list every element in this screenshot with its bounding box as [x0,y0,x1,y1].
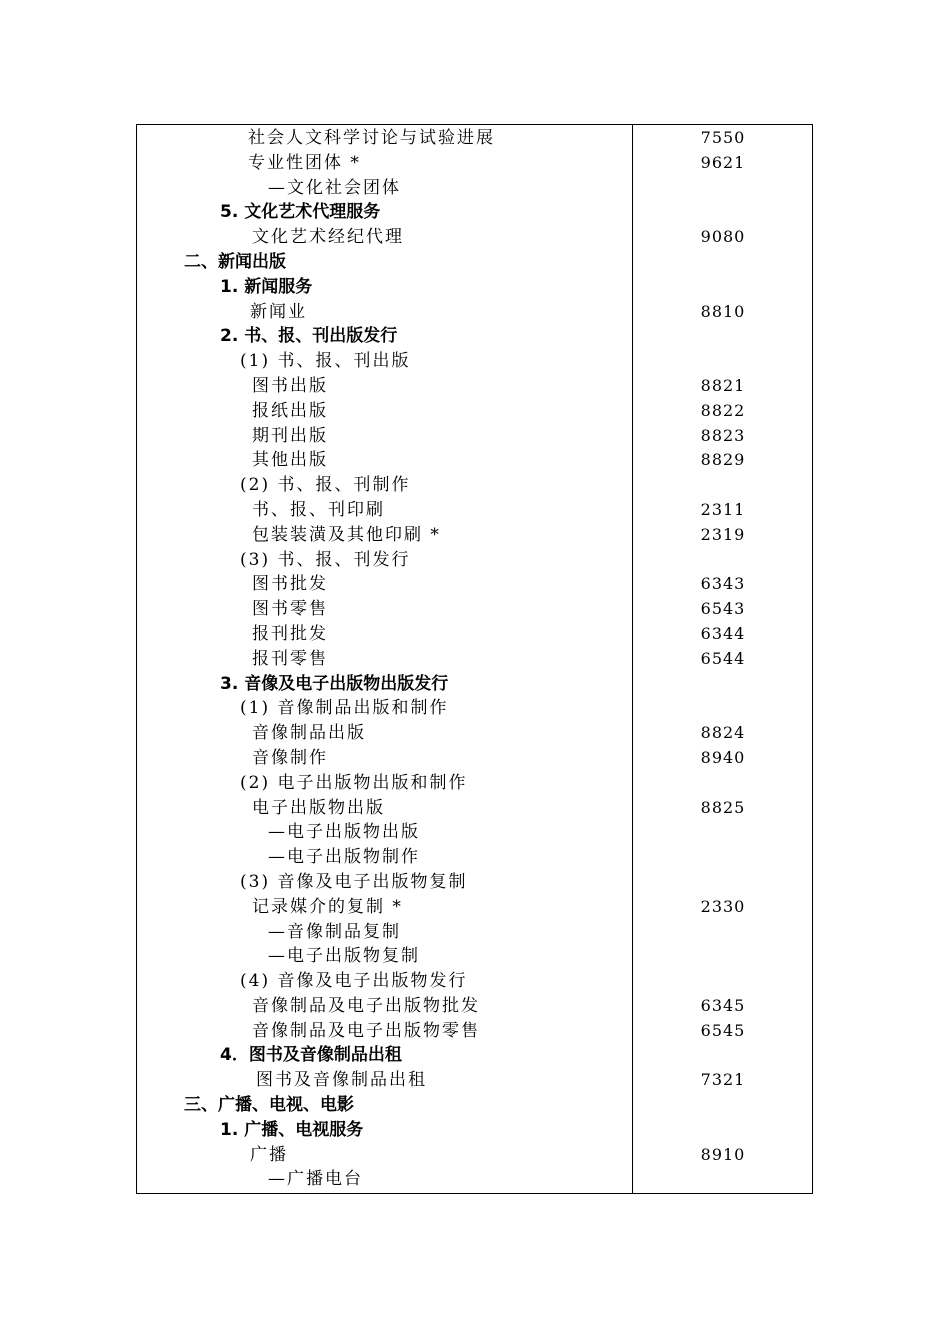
table-row [136,845,813,870]
table-row [136,944,813,969]
table-row [136,300,813,325]
item-label: 书、报、刊印刷 [252,499,385,520]
item-label: 电子出版物出版 [252,797,385,818]
section-heading: 4．图书及音像制品出租 [220,1045,402,1066]
item-label: 报纸出版 [252,400,328,421]
table-row [136,324,813,349]
table-row [136,796,813,821]
table-row [136,1167,813,1192]
table-row [136,374,813,399]
item-label: 报刊批发 [252,623,328,644]
item-label: 社会人文科学讨论与试验进展 [248,128,495,148]
table-row [136,597,813,622]
section-heading: 三、广播、电视、电影 [184,1095,354,1116]
table-row [136,622,813,647]
item-code: 7550 [700,128,746,147]
item-code: 8822 [700,400,746,420]
item-label: (3) 书、报、刊发行 [240,549,411,570]
table-row [136,672,813,697]
item-label: 广播 [250,1144,288,1165]
table-row [136,548,813,573]
item-label: —音像制品复制 [268,921,401,942]
item-code: 2330 [700,896,746,916]
item-label: —电子出版物复制 [268,946,420,967]
item-code: 8823 [700,425,746,445]
table-row [136,176,813,201]
item-code: 6345 [700,995,746,1015]
item-code: 6543 [700,599,746,619]
section-heading: 3. 音像及电子出版物出版发行 [220,673,449,694]
item-label: 新闻业 [250,301,307,322]
table-row [136,1068,813,1093]
item-label: —电子出版物制作 [268,847,420,868]
table-row [136,994,813,1019]
table-row [136,1143,813,1168]
item-code: 2319 [700,524,746,544]
item-code: 7321 [700,1070,746,1090]
item-label: (2) 电子出版物出版和制作 [240,772,468,793]
item-label: —广播电台 [268,1169,363,1190]
item-label: 音像制作 [252,747,328,768]
item-label: 期刊出版 [252,425,328,446]
table-row [136,771,813,796]
table-row [136,721,813,746]
item-code: 8825 [700,797,746,817]
item-label: 文化艺术经纪代理 [252,227,404,248]
item-label: 图书及音像制品出租 [256,1070,427,1091]
table-row [136,1093,813,1118]
table-row [136,870,813,895]
item-code: 8940 [700,747,746,767]
classification-table [136,126,813,1192]
item-label: —电子出版物出版 [268,822,420,843]
table-row [136,969,813,994]
item-label: 包装装潢及其他印刷 * [252,524,441,545]
table-row [136,746,813,771]
item-label: (1) 书、报、刊出版 [240,351,411,372]
item-label: 专业性团体 * [248,152,361,173]
item-code: 8821 [700,375,746,395]
table-row [136,424,813,449]
item-label: (2) 书、报、刊制作 [240,475,411,496]
table-row [136,225,813,250]
item-label: 音像制品及电子出版物批发 [252,995,480,1016]
table-row [136,572,813,597]
table-row [136,151,813,176]
item-label: 图书出版 [252,375,328,396]
table-row [136,399,813,424]
table-row [136,498,813,523]
table-row [136,647,813,672]
section-heading: 1. 广播、电视服务 [220,1119,364,1140]
table-row [136,820,813,845]
table-row [136,1019,813,1044]
section-heading: 5. 文化艺术代理服务 [220,202,381,223]
item-label: 其他出版 [252,450,328,471]
item-label: 音像制品出版 [252,723,366,744]
item-code: 9080 [700,227,746,247]
table-row [136,473,813,498]
item-label: (1) 音像制品出版和制作 [240,698,449,719]
item-label: (4) 音像及电子出版物发行 [240,971,468,992]
item-label: 音像制品及电子出版物零售 [252,1020,480,1041]
table-row [136,250,813,275]
section-heading: 二、新闻出版 [184,251,286,272]
item-label: (3) 音像及电子出版物复制 [240,871,468,892]
item-code: 8829 [700,450,746,470]
item-code: 6545 [700,1020,746,1040]
table-row [136,1118,813,1143]
table-row [136,696,813,721]
table-row [136,895,813,920]
table-row [136,920,813,945]
section-heading: 2. 书、报、刊出版发行 [220,326,398,347]
table-row [136,523,813,548]
table-row [136,349,813,374]
item-code: 2311 [700,499,746,519]
section-heading: 1. 新闻服务 [220,276,313,297]
item-code: 6344 [700,623,746,643]
item-code: 9621 [700,152,746,172]
table-row [136,200,813,225]
table-row [136,275,813,300]
item-label: 记录媒介的复制 * [252,896,403,917]
item-label: —文化社会团体 [268,177,401,198]
item-label: 图书零售 [252,599,328,620]
table-row [136,126,813,151]
table-row [136,1043,813,1068]
item-code: 6544 [700,648,746,668]
item-label: 报刊零售 [252,648,328,669]
table-row [136,448,813,473]
item-code: 6343 [700,574,746,594]
item-code: 8910 [700,1144,746,1164]
item-code: 8824 [700,723,746,743]
item-code: 8810 [700,301,746,321]
item-label: 图书批发 [252,574,328,595]
